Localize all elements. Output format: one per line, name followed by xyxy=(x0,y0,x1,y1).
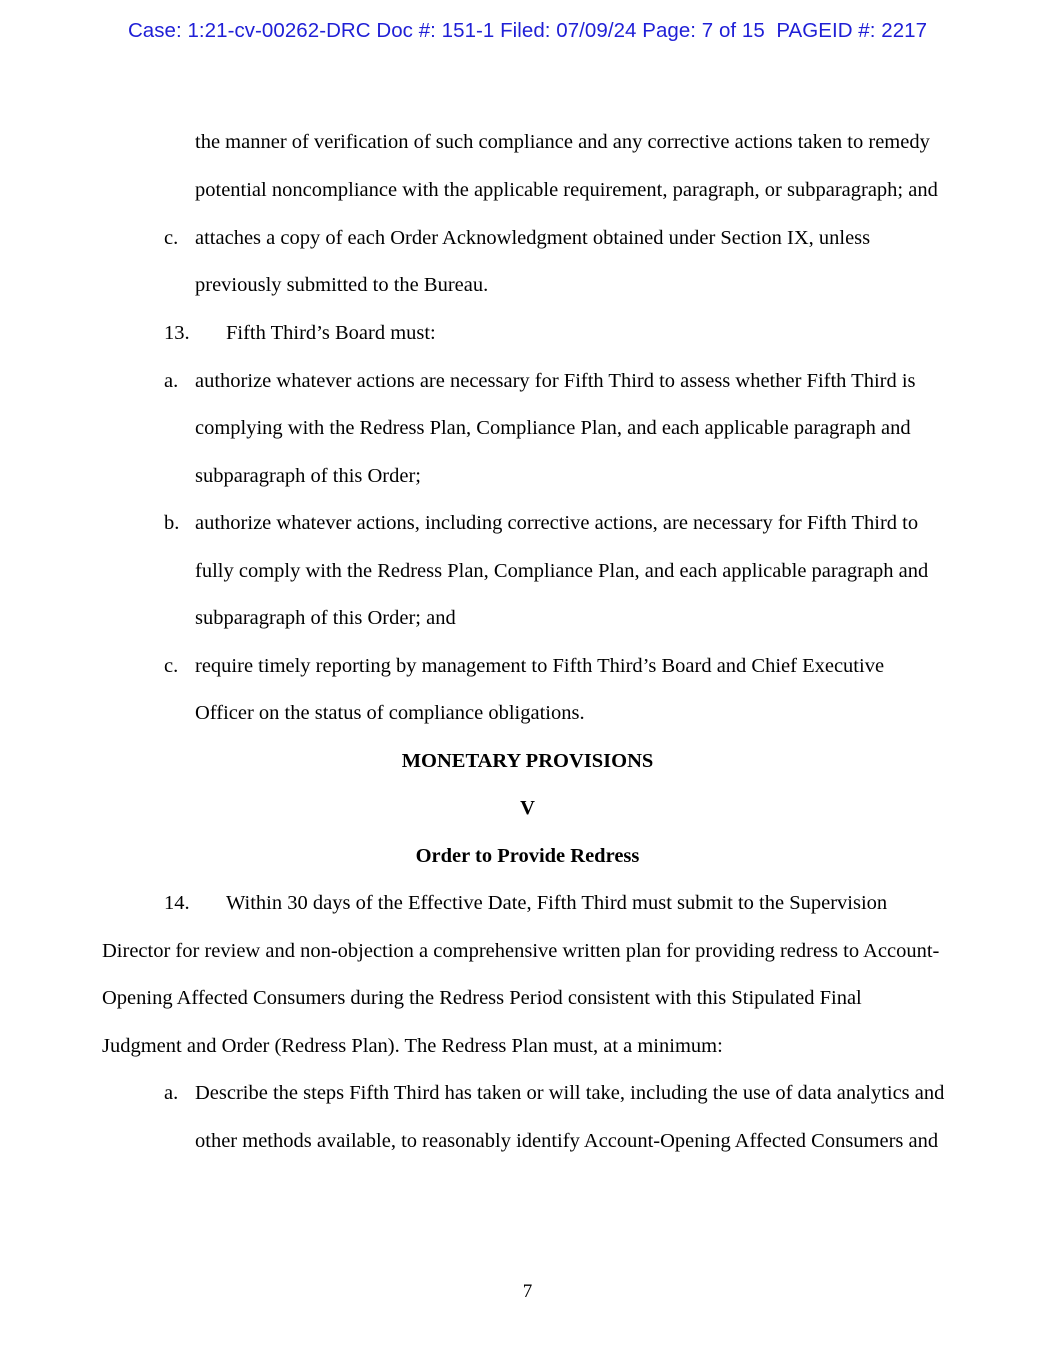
paragraph-13-number: 13. xyxy=(164,322,190,344)
paragraph-14-line-2: Director for review and non-objection a comprehensive written plan for providing redress to Account- xyxy=(102,940,940,962)
item-13b-marker: b. xyxy=(164,512,180,534)
section-title-heading: Order to Provide Redress xyxy=(415,845,640,867)
paragraph-14-first-line: Within 30 days of the Effective Date, Fifth Third must submit to the Supervision xyxy=(226,892,888,914)
continuation-line-2: potential noncompliance with the applicable requirement, paragraph, or subparagraph; and xyxy=(195,179,938,201)
item-12c-marker: c. xyxy=(164,227,179,249)
item-13c-line-1: require timely reporting by management to Fifth Third’s Board and Chief Executive xyxy=(195,655,885,677)
item-13a-marker: a. xyxy=(164,370,179,392)
section-category-heading: MONETARY PROVISIONS xyxy=(401,750,654,772)
item-13a-line-2: complying with the Redress Plan, Compliance Plan, and each applicable paragraph and xyxy=(195,417,911,439)
item-12c-line-1: attaches a copy of each Order Acknowledgment obtained under Section IX, unless xyxy=(195,227,871,249)
item-13b-line-3: subparagraph of this Order; and xyxy=(195,607,456,629)
item-14a-marker: a. xyxy=(164,1082,179,1104)
paragraph-14-line-3: Opening Affected Consumers during the Redress Period consistent with this Stipulated Final xyxy=(102,987,862,1009)
continuation-line-1: the manner of verification of such compliance and any corrective actions taken to remedy xyxy=(195,131,930,153)
item-13b-line-2: fully comply with the Redress Plan, Compliance Plan, and each applicable paragraph and xyxy=(195,560,929,582)
page-number: 7 xyxy=(522,1281,533,1302)
item-14a-line-1: Describe the steps Fifth Third has taken or will take, including the use of data analytics and xyxy=(195,1082,945,1104)
paragraph-14-line-4: Judgment and Order (Redress Plan). The Redress Plan must, at a minimum: xyxy=(102,1035,723,1057)
item-13a-line-3: subparagraph of this Order; xyxy=(195,465,422,487)
item-13c-line-2: Officer on the status of compliance obligations. xyxy=(195,702,585,724)
item-13a-line-1: authorize whatever actions are necessary for Fifth Third to assess whether Fifth Third is xyxy=(195,370,916,392)
section-numeral-heading: V xyxy=(520,797,535,819)
paragraph-14-number: 14. xyxy=(164,892,190,914)
paragraph-13-text: Fifth Third’s Board must: xyxy=(226,322,436,344)
item-12c-line-2: previously submitted to the Bureau. xyxy=(195,274,489,296)
item-13c-marker: c. xyxy=(164,655,179,677)
item-14a-line-2: other methods available, to reasonably identify Account-Opening Affected Consumers and xyxy=(195,1130,939,1152)
case-header-text: Case: 1:21-cv-00262-DRC Doc #: 151-1 Filed: 07/09/24 Page: 7 of 15 PAGEID #: 2217 xyxy=(127,19,928,42)
item-13b-line-1: authorize whatever actions, including corrective actions, are necessary for Fifth Third to xyxy=(195,512,919,534)
